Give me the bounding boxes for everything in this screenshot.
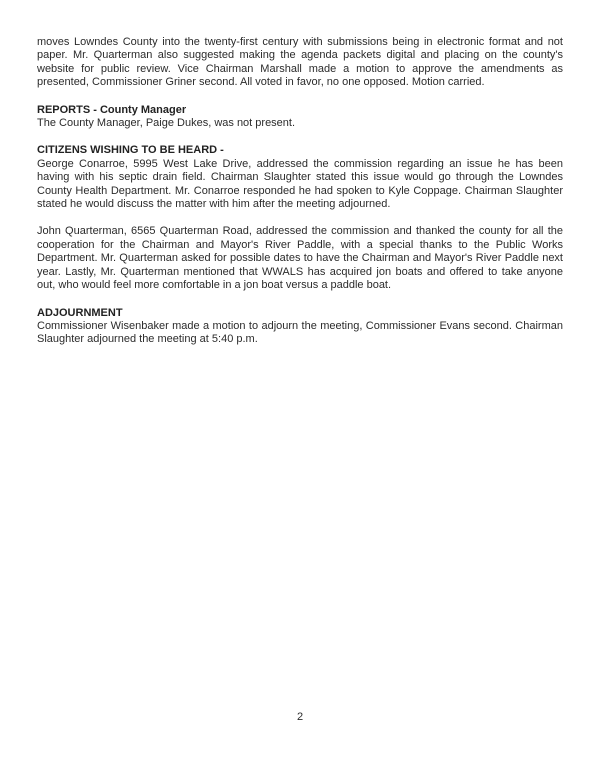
section-reports [37,104,563,131]
section-citizens-wishing-to-be-heard [37,144,563,292]
heading-adjournment: ADJOURNMENT [37,306,123,319]
heading-citizens-wishing-to-be-heard: CITIZENS WISHING TO BE HEARD - [37,144,224,157]
page-number: 2 [296,711,304,723]
section-adjournment [37,307,563,347]
paragraph-george-conarroe: George Conarroe, 5995 West Lake Drive, addressed the commission regarding an issue he has been having with his septic drain field. Chairman Slaughter stated this issue would go through the Lowndes County Health Department. Mr. Conarroe responded he had spoken to Kyle Coppage. Chairman Slaughter stated he would discuss the matter with him after the meeting adjourned. [37,157,563,211]
paragraph-amendments-continued: moves Lowndes County into the twenty-first century with submissions being in electronic format and not paper. Mr. Quarterman also suggested making the agenda packets digital and placing on the county's website for public review. Vice Chairman Marshall made a motion to approve the amendments as presented, Commissioner Griner second. All voted in favor, no one opposed. Motion carried. [37,36,563,89]
heading-reports-county-manager: REPORTS - County Manager [37,103,187,116]
paragraph-reports-body: The County Manager, Paige Dukes, was not present. [37,117,296,130]
paragraph-john-quarterman: John Quarterman, 6565 Quarterman Road, addressed the commission and thanked the county for all the cooperation for the Chairman and Mayor's River Paddle, with a special thanks to the Public Works Department. Mr. Quarterman asked for possible dates to have the Chairman and Mayor's River Paddle next year. Lastly, Mr. Quarterman mentioned that WWALS has acquired jon boats and offered to take anyone out, who would feel more comfortable in a jon boat versus a paddle boat. [37,225,563,292]
paragraph-adjournment-body: Commissioner Wisenbaker made a motion to adjourn the meeting, Commissioner Evans second. Chairman Slaughter adjourned the meeting at 5:40 p.m. [37,319,563,346]
